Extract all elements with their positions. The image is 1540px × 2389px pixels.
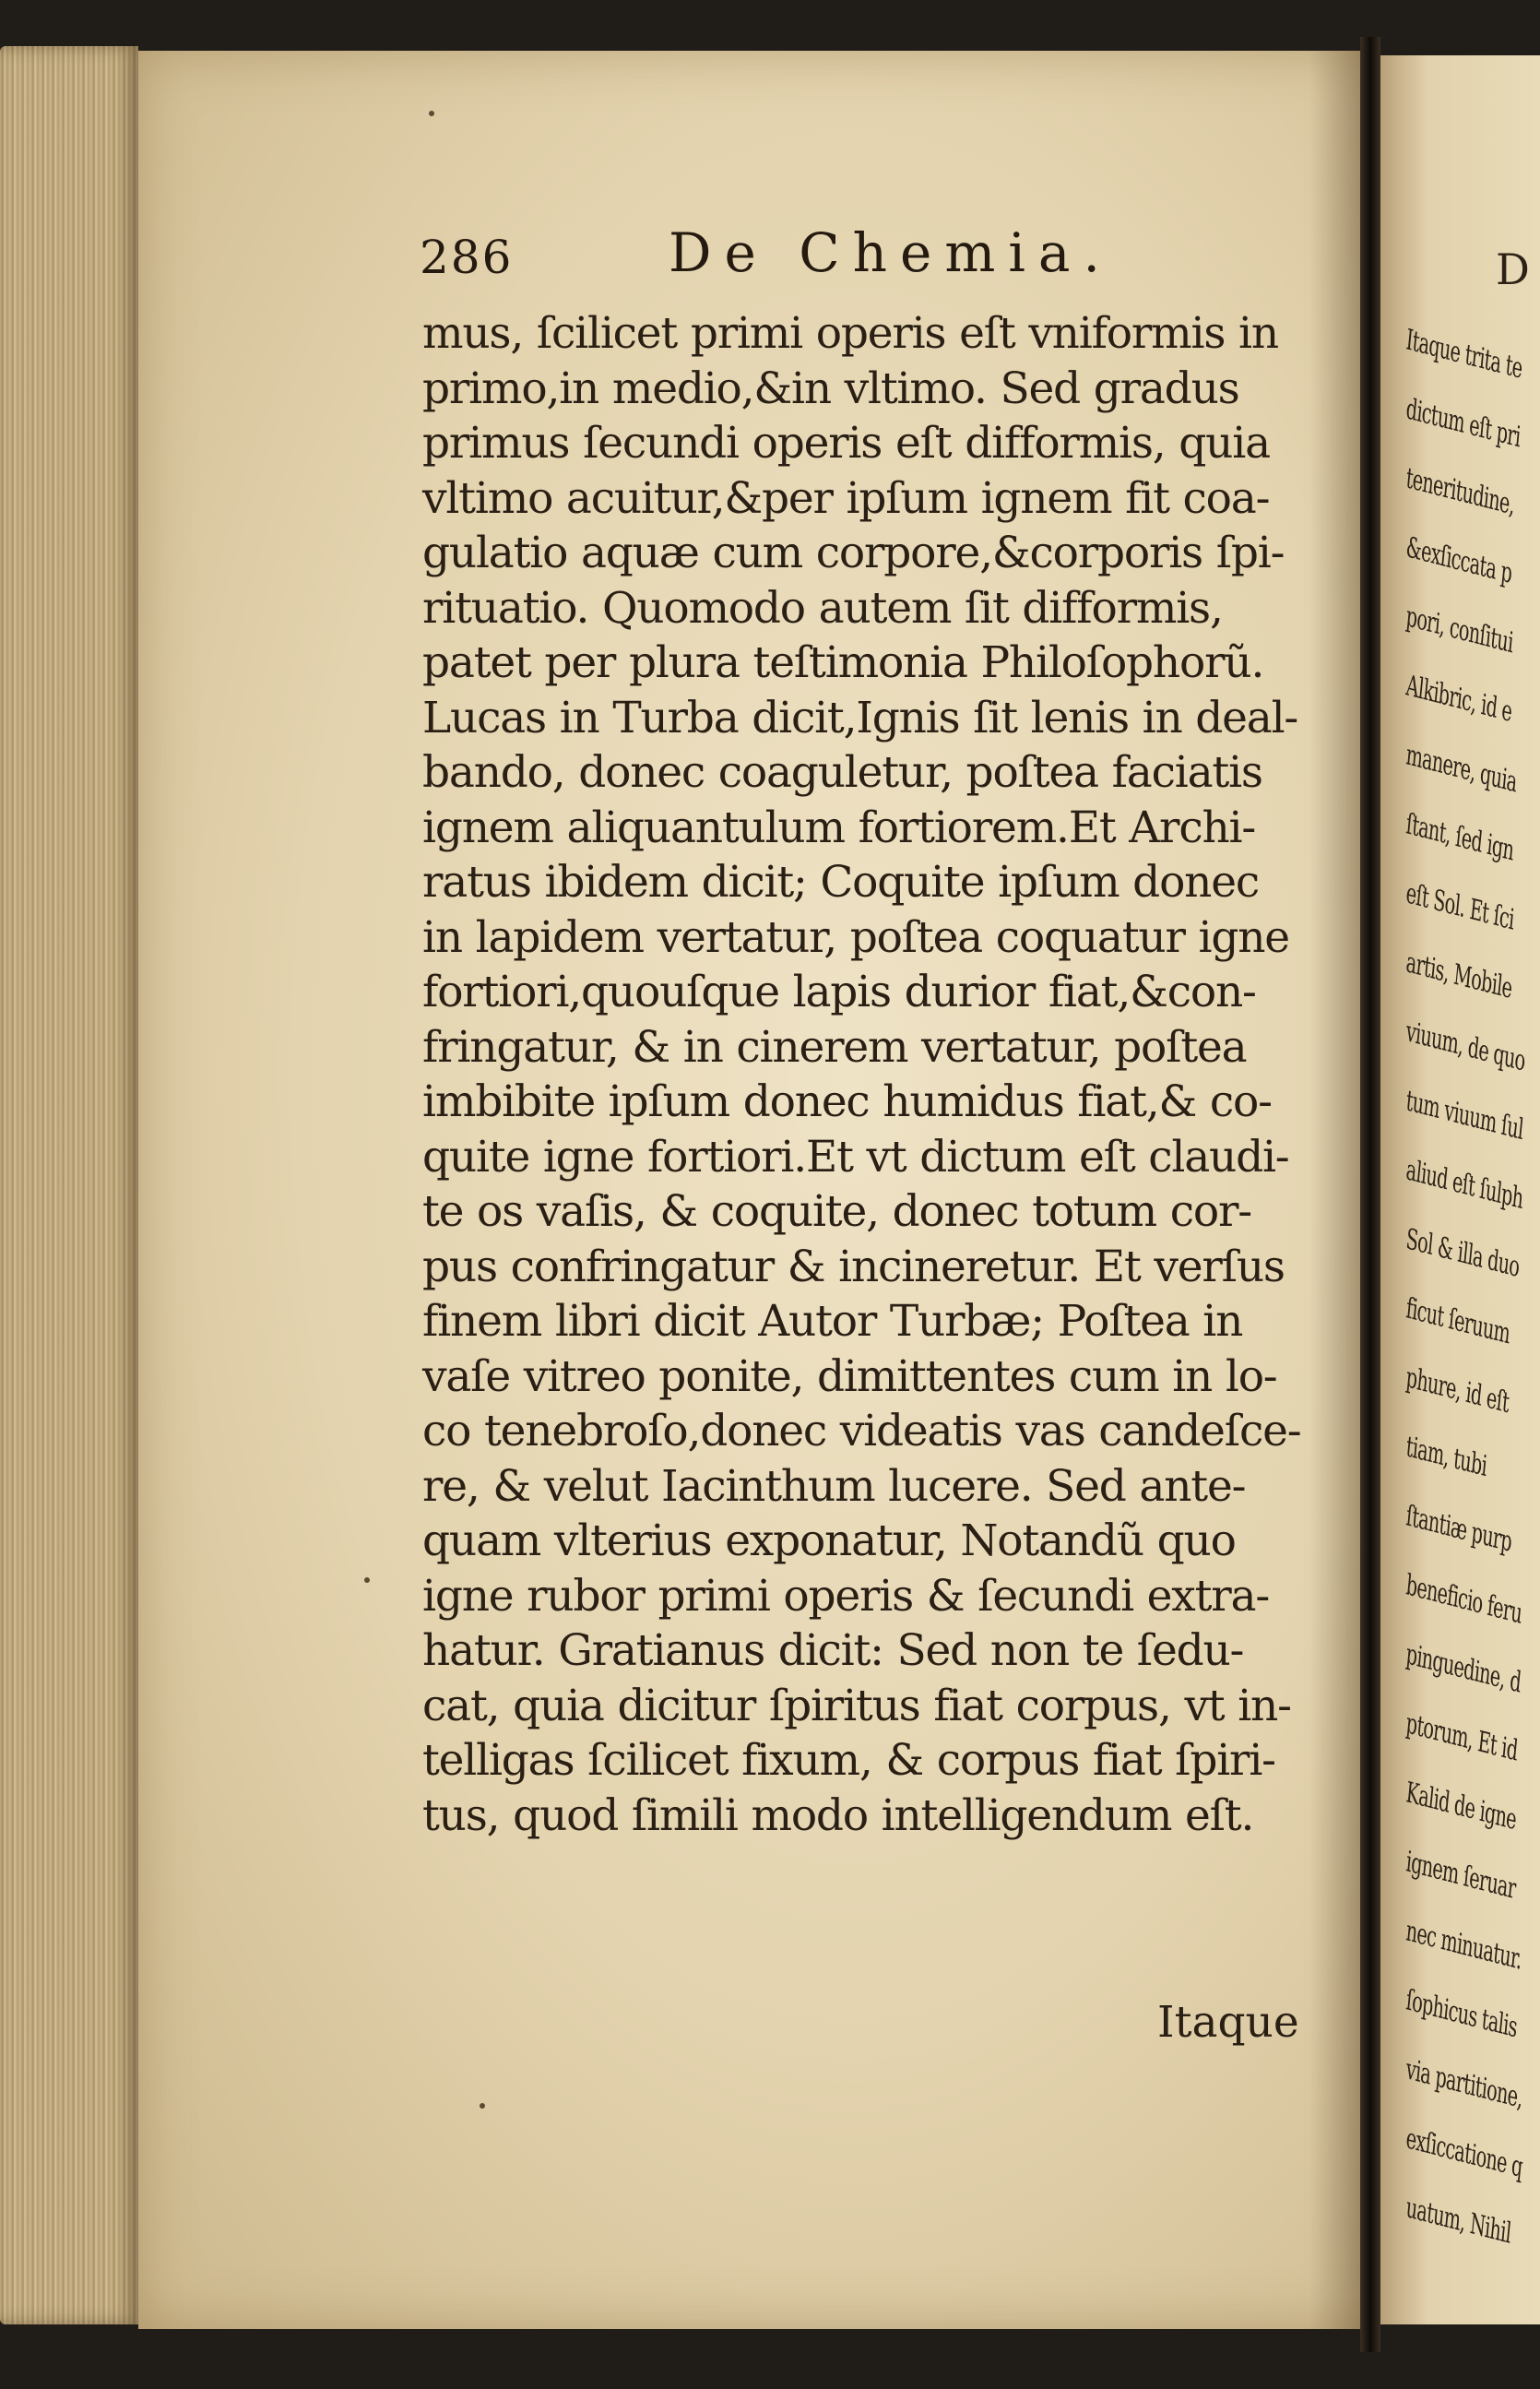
text-line: co tenebroſo,donec videatis vas candeſce- (422, 1406, 1301, 1456)
facing-text-line: ptorum, Et id (1404, 1706, 1520, 1768)
facing-text-line: artis, Mobile (1404, 945, 1514, 1005)
ink-speck (364, 1577, 370, 1583)
body-text (422, 306, 1326, 1843)
text-line: gulatio aquæ cum corpore,&corporis ſpi- (422, 528, 1285, 578)
facing-page (1380, 55, 1540, 2324)
facing-text-line: tiam, tubi (1404, 1430, 1488, 1484)
facing-text-line: Itaque trita te (1404, 323, 1524, 386)
text-line: primus ſecundi operis eſt difformis, quia (422, 418, 1270, 469)
text-line: fortiori,quouſque lapis durior fiat,&con- (422, 967, 1256, 1017)
facing-text-line: ſtant, ſed ign (1404, 807, 1515, 868)
text-line: telligas ſcilicet fixum, & corpus fiat ſpiri- (422, 1735, 1275, 1786)
text-line: primo,in medio,&in vltimo. Sed gradus (422, 363, 1239, 414)
facing-text-line: nec minuatur. (1404, 1914, 1523, 1977)
facing-text-line: exſiccatione q (1404, 2122, 1524, 2184)
text-line: in lapidem vertatur, poſtea coquatur igne (422, 911, 1289, 963)
ink-speck (480, 2103, 485, 2109)
facing-text-line: phure, id eſt (1404, 1361, 1510, 1420)
text-line: ratus ibidem dicit; Coquite ipſum donec (422, 857, 1259, 908)
facing-text-line: &exſiccata p (1404, 530, 1514, 590)
text-line: finem libri dicit Autor Turbæ; Poſtea in (422, 1296, 1243, 1347)
facing-running-head: D (1496, 244, 1529, 294)
text-line: vaſe vitreo ponite, dimittentes cum in lo- (422, 1350, 1277, 1402)
text-line: cat, quia dicitur ſpiritus fiat corpus, vt in- (422, 1680, 1291, 1731)
text-line: tus, quod ſimili modo intelligendum eſt. (422, 1789, 1254, 1841)
text-line: imbibite ipſum donec humidus fiat,& co- (422, 1076, 1272, 1127)
catchword: Itaque (1157, 1997, 1299, 2048)
text-line: igne rubor primi operis & ſecundi extra- (422, 1570, 1270, 1622)
facing-text-line: uatum, Nihil (1404, 2191, 1512, 2251)
text-line: bando, donec coaguletur, poſtea faciatis (422, 747, 1262, 798)
page-edge-stack (0, 46, 138, 2324)
facing-text-line: teneritudine, (1404, 461, 1516, 522)
text-line: mus, ſcilicet primi operis eſt vniformis in (422, 308, 1278, 359)
text-line: ignem aliquantulum fortiorem.Et Archi- (422, 802, 1256, 853)
facing-text-line: ſophicus talis (1404, 1983, 1519, 2045)
facing-text-line: ficut ſeruum (1404, 1291, 1511, 1351)
text-line: vltimo acuitur,&per ipſum ignem fit coa- (422, 472, 1270, 524)
facing-text-line: manere, quia (1404, 738, 1519, 800)
facing-text-line: viuum, de quo (1404, 1015, 1527, 1078)
text-line: quite igne fortiori.Et vt dictum eſt claudi- (422, 1131, 1289, 1183)
running-head: De Chemia. (669, 221, 1113, 284)
text-line: quam vlterius exponatur, Notandũ quo (422, 1515, 1236, 1566)
facing-text-line: via partitione, (1404, 2052, 1524, 2115)
facing-text-line: dictum eſt pri (1404, 392, 1522, 455)
facing-text-line: Sol & illa duo (1404, 1222, 1522, 1285)
facing-text-line: aliud eſt ſulph (1404, 1153, 1525, 1217)
text-line: pus confringatur & incineretur. Et verſus (422, 1241, 1285, 1292)
text-line: rituatio. Quomodo autem ſit difformis, (422, 582, 1223, 634)
page-number: 286 (420, 231, 514, 284)
text-line: hatur. Gratianus dicit: Sed non te ſedu- (422, 1625, 1244, 1676)
facing-text-line: tum viuum ſul (1404, 1084, 1525, 1147)
text-line: te os vaſis, & coquite, donec totum cor- (422, 1186, 1251, 1237)
text-line: patet per plura teſtimonia Philoſophorũ. (422, 637, 1264, 688)
gutter (1360, 37, 1380, 2352)
ink-speck (429, 111, 434, 116)
facing-text-line: pinguedine, d (1404, 1637, 1522, 1700)
facing-text-line: eſt Sol. Et ſci (1404, 876, 1516, 937)
text-line: re, & velut Iacinthum lucere. Sed ante- (422, 1460, 1246, 1512)
facing-text-line: Alkibric, id e (1404, 669, 1514, 729)
facing-text-line: Kalid de igne (1404, 1776, 1518, 1837)
facing-text-line: beneficio feru (1404, 1568, 1523, 1631)
facing-text-line: ſtantiæ purp (1404, 1499, 1513, 1559)
facing-text-line: pori, conſitui (1404, 600, 1515, 660)
facing-text-line: ignem ſeruar (1404, 1845, 1518, 1907)
text-line: Lucas in Turba dicit,Ignis ſit lenis in deal- (422, 692, 1298, 743)
text-line: fringatur, & in cinerem vertatur, poſtea (422, 1021, 1247, 1073)
